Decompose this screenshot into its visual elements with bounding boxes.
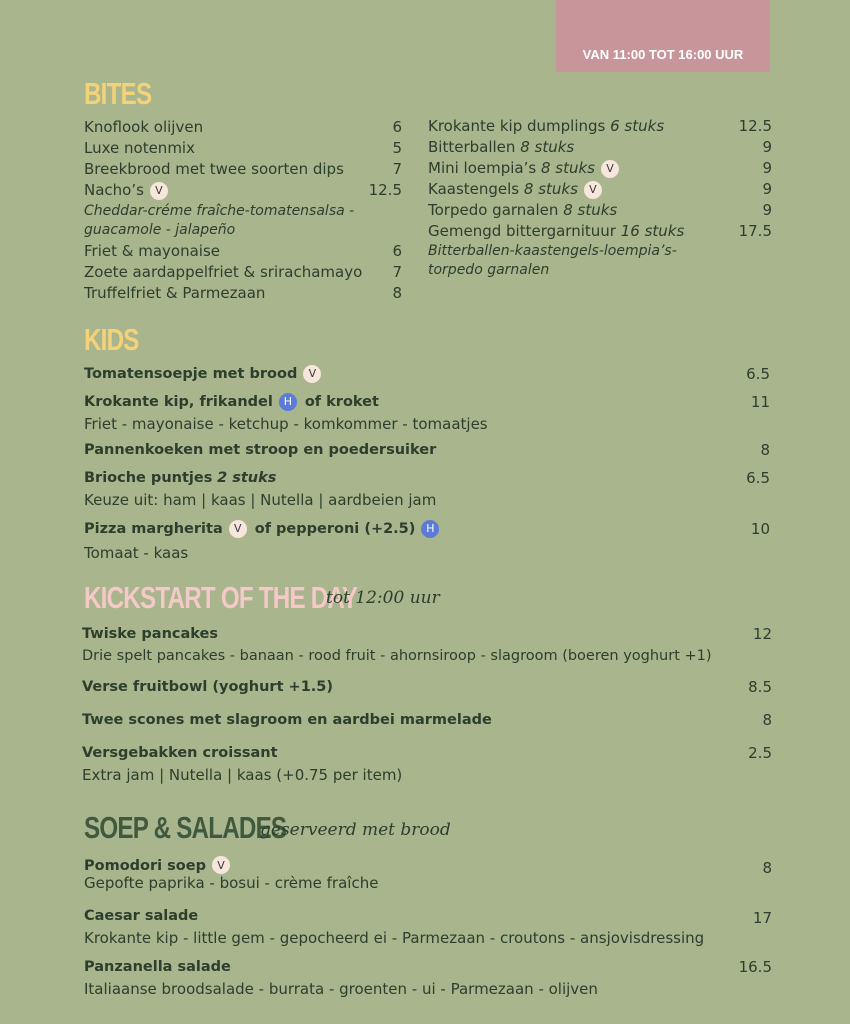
item-name: Luxe notenmix	[84, 139, 195, 157]
item-name: Twiske pancakes	[82, 626, 219, 642]
item-price: 6	[392, 242, 402, 260]
menu-item	[84, 241, 402, 262]
kickstart-heading-group	[84, 582, 604, 616]
item-price: 16.5	[738, 958, 772, 976]
item-quantity: 2 stuks	[217, 470, 277, 486]
item-name: Verse fruitbowl (yoghurt +1.5)	[82, 679, 334, 695]
menu-item	[82, 743, 772, 764]
item-quantity: 6 stuks	[610, 117, 665, 135]
item-quantity: 8 stuks	[520, 138, 575, 156]
item-price: 6	[392, 118, 402, 136]
menu-item	[84, 283, 402, 304]
item-name: Zoete aardappelfriet & srirachamayo	[84, 263, 363, 281]
item-price: 9	[762, 180, 772, 198]
item-price: 5	[392, 139, 402, 157]
item-price: 8	[762, 859, 772, 877]
item-price: 17	[752, 909, 772, 927]
vegetarian-badge: V	[150, 182, 168, 200]
item-price: 9	[762, 201, 772, 219]
menu-item	[428, 137, 772, 158]
item-name: Tomatensoepje met brood	[84, 366, 298, 382]
item-price: 7	[392, 160, 402, 178]
item-name-suffix: of pepperoni (+2.5)	[254, 521, 416, 537]
bites-heading: BITES	[84, 76, 152, 111]
item-name: Kaastengels	[428, 180, 520, 198]
item-name: Nacho’s	[84, 181, 144, 199]
item-name: Krokante kip, frikandel	[84, 394, 273, 410]
menu-item	[84, 467, 770, 489]
item-price: 7	[392, 263, 402, 281]
menu-item	[84, 440, 770, 461]
item-price: 9	[762, 159, 772, 177]
item-quantity: 8 stuks	[563, 201, 618, 219]
item-price: 8.5	[748, 678, 772, 696]
item-description: Krokante kip - little gem - gepocheerd ei - Parmezaan - croutons - ansjovisdressing	[84, 929, 705, 947]
item-quantity: 8 stuks	[523, 180, 578, 198]
soep-subtitle: geserveerd met brood	[260, 820, 451, 840]
menu-item	[82, 624, 772, 645]
menu-item	[84, 363, 770, 385]
halal-badge: H	[421, 520, 439, 538]
item-description: Friet - mayonaise - ketchup - komkommer - tomaatjes	[84, 415, 488, 433]
menu-item	[428, 221, 772, 242]
item-quantity: 8 stuks	[540, 159, 596, 177]
menu-item	[84, 391, 770, 413]
item-price: 12.5	[738, 117, 772, 135]
opening-hours-text: VAN 11:00 TOT 16:00 UUR	[582, 47, 744, 62]
item-description: Bitterballen-kaastengels-loempia’s-torpedo garnalen	[428, 243, 677, 278]
item-description: Italiaanse broodsalade - burrata - groenten - ui - Parmezaan - olijven	[84, 980, 598, 998]
menu-item	[84, 957, 772, 978]
item-price: 12.5	[368, 181, 402, 199]
soep-heading: SOEP & SALADES	[84, 810, 287, 845]
item-description: Cheddar-créme fraîche-tomatensalsa - guacamole - jalapeño	[84, 203, 355, 238]
item-price: 11	[750, 392, 770, 411]
item-name: Knoflook olijven	[84, 118, 204, 136]
item-price: 6.5	[746, 364, 770, 383]
menu-item	[84, 518, 770, 540]
opening-hours-banner	[556, 0, 770, 72]
item-name: Brioche puntjes	[84, 470, 213, 486]
menu-item	[428, 179, 772, 200]
menu-item	[84, 159, 402, 180]
kickstart-heading: KICKSTART OF THE DAY	[84, 580, 358, 615]
bites-left-column	[84, 117, 402, 304]
item-price: 2.5	[748, 744, 772, 762]
item-price: 12	[752, 625, 772, 643]
vegetarian-badge: V	[601, 160, 619, 178]
menu-item	[84, 117, 402, 138]
item-description: Extra jam | Nutella | kaas (+0.75 per item)	[82, 766, 403, 784]
menu-item	[84, 904, 772, 929]
menu-item	[428, 200, 772, 221]
item-name: Twee scones met slagroom en aardbei marmelade	[82, 712, 492, 728]
item-price: 17.5	[738, 222, 772, 240]
menu-item	[84, 138, 402, 159]
item-name: Truffelfriet & Parmezaan	[84, 284, 266, 302]
item-description: Keuze uit: ham | kaas | Nutella | aardbeien jam	[84, 491, 437, 509]
item-name: Gemengd bittergarnituur	[428, 222, 616, 240]
item-name: Krokante kip dumplings	[428, 117, 606, 135]
kickstart-subtitle: tot 12:00 uur	[326, 588, 440, 608]
item-price: 9	[762, 138, 772, 156]
item-name: Bitterballen	[428, 138, 516, 156]
item-name-suffix: of kroket	[304, 394, 379, 410]
kids-heading: KIDS	[84, 322, 139, 357]
item-name: Breekbrood met twee soorten dips	[84, 160, 344, 178]
menu-item	[82, 677, 772, 698]
item-price: 8	[762, 711, 772, 729]
item-price: 6.5	[746, 468, 770, 487]
item-price: 8	[392, 284, 402, 302]
item-description: Tomaat - kaas	[84, 544, 189, 562]
item-name: Pomodori soep	[84, 857, 206, 874]
item-name: Mini loempia’s	[428, 159, 537, 177]
item-description: Gepofte paprika - bosui - crème fraîche	[84, 874, 379, 892]
menu-item	[84, 262, 402, 283]
halal-badge: H	[279, 393, 297, 411]
menu-item	[82, 710, 772, 731]
item-name: Pannenkoeken met stroop en poedersuiker	[84, 442, 437, 458]
item-name: Torpedo garnalen	[428, 201, 559, 219]
item-description: Drie spelt pancakes - banaan - rood fruit - ahornsiroop - slagroom (boeren yoghurt +1)	[82, 648, 712, 664]
item-name: Friet & mayonaise	[84, 242, 220, 260]
vegetarian-badge: V	[229, 520, 247, 538]
item-price: 10	[750, 519, 770, 538]
vegetarian-badge: V	[303, 365, 321, 383]
vegetarian-badge: V	[212, 856, 230, 874]
bites-right-column	[428, 116, 772, 280]
menu-item	[428, 158, 772, 179]
soep-heading-group	[84, 812, 604, 846]
item-name: Caesar salade	[84, 908, 199, 924]
vegetarian-badge: V	[584, 181, 602, 199]
menu-item	[84, 180, 402, 201]
item-price: 8	[760, 441, 770, 459]
item-name: Panzanella salade	[84, 959, 231, 975]
item-name: Pizza margherita	[84, 521, 223, 537]
menu-item	[428, 116, 772, 137]
item-name: Versgebakken croissant	[82, 745, 278, 761]
item-quantity: 16 stuks	[620, 222, 685, 240]
